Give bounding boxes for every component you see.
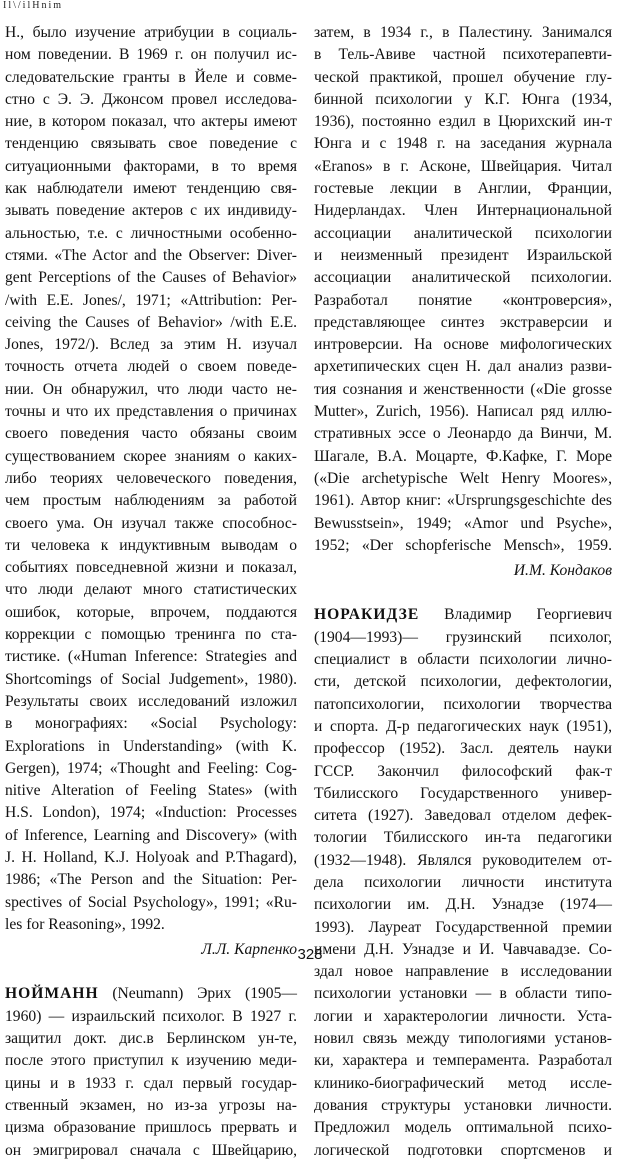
right-column <box>314 22 612 1162</box>
text-line: психологии установки — в области типо- <box>314 985 612 1003</box>
text-line: nitive Alteration of Feeling States» (with <box>5 782 297 800</box>
text-line: новил связь между типологиями установ- <box>314 1030 612 1048</box>
text-line: Jones, 1972/). Вслед за этим Н. изучал <box>5 336 297 354</box>
text-line: логической подготовки спортсменов и <box>314 1141 612 1159</box>
text-line: ассоциации аналитической психологии <box>314 224 612 242</box>
text-line: Юнга и с 1948 г. на заседания журнала <box>314 135 612 153</box>
text-line: либо теориях человеческого поведения, <box>5 469 297 487</box>
text-line: Шагале, В.А. Моцарте, Ф.Кафке, Г. Море <box>314 447 612 465</box>
text-line: /with E.E. Jones/, 1971; «Attribution: Per- <box>5 291 297 309</box>
text-line: патопсихологии, психологии творчества <box>314 695 612 713</box>
text-line: Разработал понятие «контроверсия», <box>314 291 612 309</box>
text-line: ситета (1927). Заведовал отделом дефек- <box>314 807 612 825</box>
text-line: стративных эссе о Леонардо да Винчи, М. <box>314 425 612 443</box>
text-line: точны и что их представления о причинах <box>5 403 297 421</box>
entry-norakidze-first-rest: Владимир Георгиевич <box>419 606 612 624</box>
text-line: стями. «The Actor and the Observer: Diver- <box>5 246 297 264</box>
text-line: ственный экзамен, но из-за угрозы на- <box>5 1096 297 1114</box>
text-line: и неизменный президент Израильской <box>314 246 612 264</box>
text-line: чем простым наблюдениям за работой <box>5 492 297 510</box>
text-line: Shortcomings of Social Judgement», 1980). <box>5 670 297 688</box>
text-line: Результаты своих исследований изложил <box>5 692 297 710</box>
text-line: и спорта. Д-р педагогических наук (1951), <box>314 717 612 735</box>
text-line: ти человека к индуктивным выводам о <box>5 536 297 554</box>
text-line: нии. Он обнаружил, что люди часто не- <box>5 380 297 398</box>
text-line: тия сознания и женственности («Die grosse <box>314 380 612 398</box>
text-line: имени Д.Н. Узнадзе и И. Чавчавадзе. Со- <box>314 940 612 958</box>
text-line: клинико-биографический метод иссле- <box>314 1074 612 1092</box>
text-line: ошибок, которые, впрочем, поддаются <box>5 603 297 621</box>
text-line: сти, детской психологии, дефектологии, <box>314 673 612 691</box>
entry-neumann <box>5 983 297 1161</box>
text-line: Нидерландах. Член Интернациональной <box>314 202 612 220</box>
text-line: здал новое направление в исследовании <box>314 963 612 981</box>
text-line: архетипических сцен Н. дал анализ разви- <box>314 358 612 376</box>
text-line: точность отчета людей о своем поведе- <box>5 358 297 376</box>
text-line: spectives of Social Psychology», 1991; «Ru- <box>5 893 297 911</box>
text-line: ассоциации аналитической психологии. <box>314 269 612 287</box>
text-line: ки, характера и темперамента. Разработал <box>314 1052 612 1070</box>
text-line: существованием скорее знаниям о каких- <box>5 447 297 465</box>
entry-norakidze-first-line <box>314 604 612 626</box>
text-line: Gergen), 1974; «Thought and Feeling: Cog- <box>5 759 297 777</box>
text-line: («Die archetypische Welt Henry Moores», <box>314 469 612 487</box>
entry-neumann-first-line <box>5 983 297 1005</box>
text-line: цизма образование пришлось прервать и <box>5 1119 297 1137</box>
entry-headword-norakidze: НОРАКИДЗЕ <box>314 606 420 624</box>
text-line: специалист в области психологии лично- <box>314 651 612 669</box>
text-line: после этого приступил к изучению меди- <box>5 1052 297 1070</box>
text-line: тологии Тбилисского ин-та педагогики <box>314 829 612 847</box>
text-line: Explorations in Understanding» (with K. <box>5 737 297 755</box>
running-header: Il\/ilHnim <box>3 0 63 11</box>
entry-signature-karpenko: Л.Л. Карпенко <box>201 941 297 959</box>
text-line: тистике. («Human Inference: Strategies and <box>5 648 297 666</box>
text-line: затем, в 1934 г., в Палестину. Занимался <box>314 24 612 41</box>
text-line: своего поведения часто обязаны своим <box>5 425 297 443</box>
text-line: (1904—1993)— грузинский психолог, <box>314 628 612 646</box>
text-line: психологии им. Д.Н. Узнадзе (1974— <box>314 896 612 914</box>
text-line: своего ума. Он изучал также способнос- <box>5 514 297 532</box>
text-line: Предложил модель оптимальной психо- <box>314 1119 612 1137</box>
left-column <box>5 22 297 1162</box>
text-line: Mutter», Zurich, 1956). Написал ряд иллю- <box>314 403 612 421</box>
text-line: дела психологии личности института <box>314 873 612 891</box>
text-line: интроверсии. На основе мифологических <box>314 336 612 354</box>
text-line: ситуационными факторами, в то время <box>5 157 297 175</box>
text-line: 1952; «Der schopferische Mensch», 1959. <box>314 536 612 554</box>
text-line: of Inference, Learning and Discovery» (with <box>5 826 297 844</box>
text-line: защитил докт. дис.в Берлинском ун-те, <box>5 1030 297 1048</box>
page-number: 328 <box>297 946 323 963</box>
text-line: ческой практикой, прошел обучение глу- <box>314 68 612 86</box>
text-line: альностью, т.е. с личностными особенно- <box>5 224 297 242</box>
text-line: гостевые лекции в Англии, Франции, <box>314 180 612 198</box>
entry-attribution-text <box>5 22 297 936</box>
entry-neumann-text <box>5 1006 297 1162</box>
text-line: J. H. Holland, K.J. Holyoak and P.Thagard), <box>5 848 297 866</box>
text-line: в монографиях: «Social Psychology: <box>5 715 297 733</box>
text-line: стно с Э. Э. Джонсом провел исследова- <box>5 90 297 108</box>
entry-signature-kondakov: И.М. Кондаков <box>513 562 612 580</box>
text-line: 1961). Автор книг: «Ursprungsgeschichte des <box>314 492 612 510</box>
text-line: (1932—1948). Являлся руководителем от- <box>314 851 612 869</box>
text-line: 1993). Лауреат Государственной премии <box>314 918 612 936</box>
text-line: Bewusstsein», 1949; «Amor und Psyche», <box>314 514 612 532</box>
entry-neumann-first-rest: (Neumann) Эрих (1905— <box>98 985 297 1003</box>
text-line: коррекции с помощью тренинга по ста- <box>5 626 297 644</box>
text-line: он эмигрировал сначала с Швейцарию, <box>5 1141 297 1159</box>
text-line: Н., было изучение атрибуции в социаль- <box>5 24 297 41</box>
text-line: ceiving the Causes of Behavior» /with E.E. <box>5 313 297 331</box>
text-line: что люди делают много статистических <box>5 581 297 599</box>
text-line: как наблюдатели имеют тенденцию свя- <box>5 180 297 198</box>
entry-headword-neumann: НОЙМАНН <box>5 985 99 1003</box>
text-line: дования структуры установки личности. <box>314 1096 612 1114</box>
text-line: следовательские гранты в Йеле и совме- <box>5 68 297 86</box>
text-line: логии и характерологии личности. Уста- <box>314 1007 612 1025</box>
text-line: ном поведении. В 1969 г. он получил ис- <box>5 46 297 64</box>
entry-norakidze-text <box>314 627 612 1162</box>
text-line: зывать поведение актеров с их индивиду- <box>5 202 297 220</box>
text-line: ГССР. Закончил философский фак-т <box>314 762 612 780</box>
text-line: H.S. London), 1974; «Induction: Processes <box>5 804 297 822</box>
text-line: 1960) — израильский психолог. В 1927 г. <box>5 1007 297 1025</box>
text-line: в Тель-Авиве частной психотерапевти- <box>314 46 612 64</box>
text-line: цины и в 1933 г. сдал первый государ- <box>5 1074 297 1092</box>
text-line: 1986; «The Person and the Situation: Per- <box>5 871 297 889</box>
text-line: профессор (1952). Засл. деятель науки <box>314 740 612 758</box>
text-line: представляющее синтез экстраверсии и <box>314 313 612 331</box>
text-line: ние, в котором показал, что актеры имеют <box>5 113 297 131</box>
text-line: событиях повседневной жизни и показал, <box>5 559 297 577</box>
entry-neumann-continued-text <box>314 22 612 557</box>
text-line: Тбилисского Государственного универ- <box>314 784 612 802</box>
text-line: gent Perceptions of the Causes of Behavior» <box>5 269 297 287</box>
text-line: тенденцию связывать свое поведение с <box>5 135 297 153</box>
text-line: les for Reasoning», 1992. <box>5 915 165 933</box>
text-line: «Eranos» в г. Асконе, Швейцария. Читал <box>314 157 612 175</box>
text-line: бинной психологии у К.Г. Юнга (1934, <box>314 90 612 108</box>
text-line: 1936), постоянно ездил в Цюрихский ин-т <box>314 113 612 131</box>
entry-norakidze <box>314 604 612 1161</box>
